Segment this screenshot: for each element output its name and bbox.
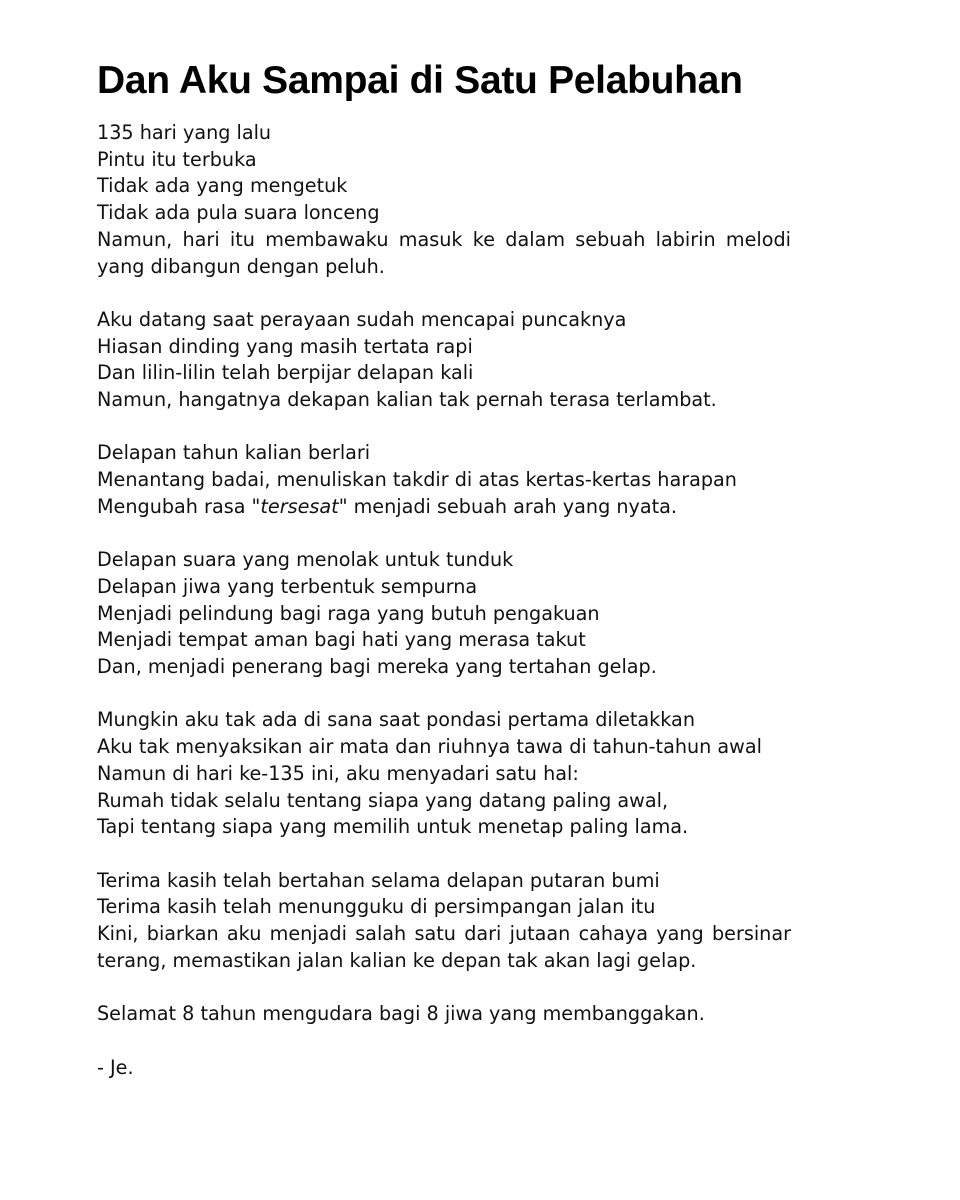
poem-line: Delapan suara yang menolak untuk tunduk bbox=[97, 548, 514, 572]
poem-line: 135 hari yang lalu bbox=[97, 121, 272, 144]
closing-stanza bbox=[97, 1001, 791, 1028]
poem-line: Namun, hangatnya dekapan kalian tak pernah terasa terlambat. bbox=[97, 388, 717, 412]
poem-line: Namun di hari ke-135 ini, aku menyadari satu hal: bbox=[97, 761, 579, 785]
poem-line: Namun, hari itu membawaku masuk ke dalam sebuah labirin melodi yang dibangun dengan peluh. bbox=[97, 227, 791, 278]
poem-line: Terima kasih telah bertahan selama delapan putaran bumi bbox=[97, 868, 660, 892]
poem-line: Tidak ada yang mengetuk bbox=[97, 174, 348, 198]
poem-line: Tapi tentang siapa yang memilih untuk menetap paling lama. bbox=[97, 815, 689, 839]
poem-line: Mungkin aku tak ada di sana saat pondasi pertama diletakkan bbox=[97, 708, 695, 732]
poem-line: Pintu itu terbuka bbox=[97, 147, 257, 171]
poem-line bbox=[97, 494, 791, 521]
line-text: " menjadi sebuah arah yang nyata. bbox=[338, 494, 677, 518]
poem-line: Menjadi tempat aman bagi hati yang merasa takut bbox=[97, 628, 586, 652]
page-title: Dan Aku Sampai di Satu Pelabuhan bbox=[97, 59, 743, 102]
poem-line: Terima kasih telah menungguku di persimpangan jalan itu bbox=[97, 895, 656, 919]
poem-body bbox=[97, 120, 791, 1081]
poem-line: Aku tak menyaksikan air mata dan riuhnya tawa di tahun-tahun awal bbox=[97, 735, 762, 759]
stanza-4 bbox=[97, 547, 791, 681]
poem-line: Tidak ada pula suara lonceng bbox=[97, 201, 380, 225]
poem-line: Aku datang saat perayaan sudah mencapai puncaknya bbox=[97, 307, 627, 331]
closing-line: Selamat 8 tahun mengudara bagi 8 jiwa yang membanggakan. bbox=[97, 1002, 705, 1026]
signature-block bbox=[97, 1055, 791, 1082]
stanza-3 bbox=[97, 440, 791, 520]
poem-line: Hiasan dinding yang masih tertata rapi bbox=[97, 334, 473, 358]
poem-line: Rumah tidak selalu tentang siapa yang datang paling awal, bbox=[97, 788, 669, 812]
stanza-2 bbox=[97, 307, 791, 414]
poem-line: Dan, menjadi penerang bagi mereka yang tertahan gelap. bbox=[97, 655, 657, 679]
poem-line: Menantang badai, menuliskan takdir di atas kertas-kertas harapan bbox=[97, 468, 737, 492]
stanza-5 bbox=[97, 707, 791, 841]
poem-line: Kini, biarkan aku menjadi salah satu dari jutaan cahaya yang bersinar terang, memastikan jalan kalian ke depan tak akan lagi gelap. bbox=[97, 922, 791, 972]
poem-line: Menjadi pelindung bagi raga yang butuh pengakuan bbox=[97, 601, 600, 625]
poem-line: Dan lilin-lilin telah berpijar delapan kali bbox=[97, 361, 474, 385]
italic-word: tersesat bbox=[260, 494, 339, 518]
stanza-1 bbox=[97, 120, 791, 280]
stanza-6 bbox=[97, 868, 791, 975]
poem-line: Delapan jiwa yang terbentuk sempurna bbox=[97, 574, 478, 598]
line-text: Mengubah rasa " bbox=[97, 494, 261, 518]
signature: - Je. bbox=[97, 1055, 134, 1079]
document-page bbox=[97, 56, 791, 1108]
poem-line: Delapan tahun kalian berlari bbox=[97, 441, 371, 465]
